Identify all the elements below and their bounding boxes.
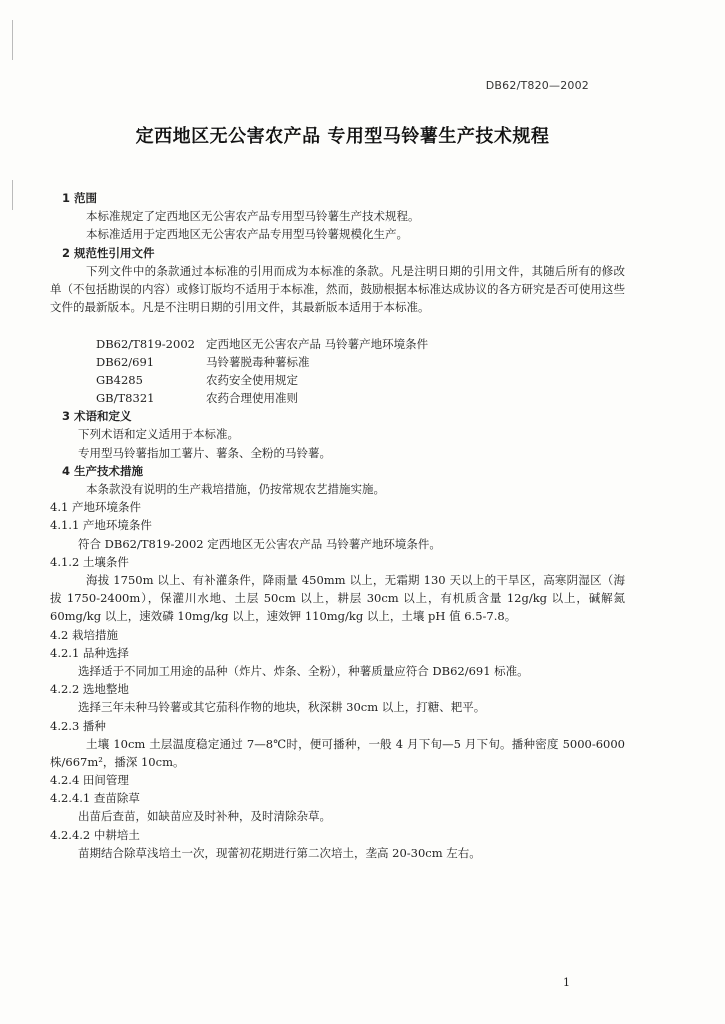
reference-list (50, 335, 625, 408)
section-heading: 4 生产技术措施 (62, 463, 144, 478)
reference-name: 农药合理使用准则 (206, 391, 298, 406)
document-body (50, 189, 625, 862)
reference-name: 定西地区无公害农产品 马铃薯产地环境条件 (206, 336, 429, 351)
subsection-heading: 4.2 栽培措施 (50, 627, 118, 642)
reference-code: GB/T8321 (96, 391, 155, 406)
reference-code: DB62/691 (96, 354, 155, 369)
paragraph: 选择三年未种马铃薯或其它茄科作物的地块，秋深耕 30cm 以上，打糖、耙平。 (78, 700, 486, 715)
binding-mark (12, 180, 13, 210)
paragraph: 本标准规定了定西地区无公害农产品专用型马铃薯生产技术规程。 (86, 209, 420, 224)
subsection-heading: 4.2.4.1 查苗除草 (50, 791, 140, 806)
paragraph: 专用型马铃薯指加工薯片、薯条、全粉的马铃薯。 (78, 445, 331, 460)
subsection-heading: 4.2.3 播种 (50, 718, 106, 733)
standard-code: DB62/T820—2002 (485, 79, 589, 92)
reference-item (50, 335, 625, 353)
subsection-heading: 4.2.4 田间管理 (50, 773, 129, 788)
paragraph: 苗期结合除草浅培土一次，现蕾初花期进行第二次培土，垄高 20-30cm 左右。 (78, 845, 481, 860)
subsection-heading: 4.1 产地环境条件 (50, 500, 141, 515)
reference-code: GB4285 (96, 372, 143, 387)
section-heading: 1 范围 (62, 191, 98, 205)
document-title: 定西地区无公害农产品 专用型马铃薯生产技术规程 (135, 126, 550, 147)
paragraph: 本标准适用于定西地区无公害农产品专用型马铃薯规模化生产。 (86, 227, 408, 242)
reference-code: DB62/T819-2002 (96, 336, 195, 351)
paragraph: 出苗后查苗，如缺苗应及时补种，及时清除杂草。 (78, 809, 331, 824)
reference-name: 农药安全使用规定 (206, 372, 298, 387)
paragraph: 选择适于不同加工用途的品种（炸片、炸条、全粉），种薯质量应符合 DB62/691 标准。 (78, 663, 529, 678)
reference-item (50, 389, 625, 407)
reference-item (50, 371, 625, 389)
section-heading: 3 术语和定义 (62, 409, 132, 424)
subsection-heading: 4.1.2 土壤条件 (50, 554, 129, 569)
paragraph: 下列术语和定义适用于本标准。 (78, 427, 239, 442)
paragraph: 符合 DB62/T819-2002 定西地区无公害农产品 马铃薯产地环境条件。 (78, 536, 441, 551)
paragraph: 土壤 10cm 土层温度稳定通过 7—8℃时，便可播种，一般 4 月下旬—5 月下旬。播种密度 5000-6000 株/667m²，播深 10cm。 (50, 736, 625, 769)
subsection-heading: 4.2.2 选地整地 (50, 682, 129, 697)
paragraph: 下列文件中的条款通过本标准的引用而成为本标准的条款。凡是注明日期的引用文件，其随后所有的修改单（不包括勘误的内容）或修订版均不适用于本标准，然而，鼓励根据本标准达成协议的各方研究是否可使用这些文件的最新版本。凡是不注明日期的引用文件，其最新版本适用于本标准。 (50, 263, 625, 315)
subsection-heading: 4.2.4.2 中耕培土 (50, 827, 140, 842)
reference-name: 马铃薯脱毒种薯标准 (206, 354, 310, 369)
paragraph: 本条款没有说明的生产栽培措施，仍按常规农艺措施实施。 (86, 482, 385, 497)
reference-item (50, 353, 625, 371)
subsection-heading: 4.1.1 产地环境条件 (50, 518, 152, 533)
paragraph: 海拔 1750m 以上、有补灌条件，降雨量 450mm 以上，无霜期 130 天以上的干旱区，高寒阴湿区（海拔 1750-2400m），保灌川水地、土层 50cm 以上，耕层 30cm 以上，有机质含量 12g/kg 以上，碱解氮 60mg/kg 以上，速效磷 10mg/kg 以上，速效钾 110mg/kg 以上，土壤 pH 值 6.5-7.8。 (50, 572, 625, 624)
section-heading: 2 规范性引用文件 (62, 245, 155, 260)
binding-mark (12, 20, 13, 60)
page-number: 1 (563, 976, 570, 989)
subsection-heading: 4.2.1 品种选择 (50, 645, 129, 660)
